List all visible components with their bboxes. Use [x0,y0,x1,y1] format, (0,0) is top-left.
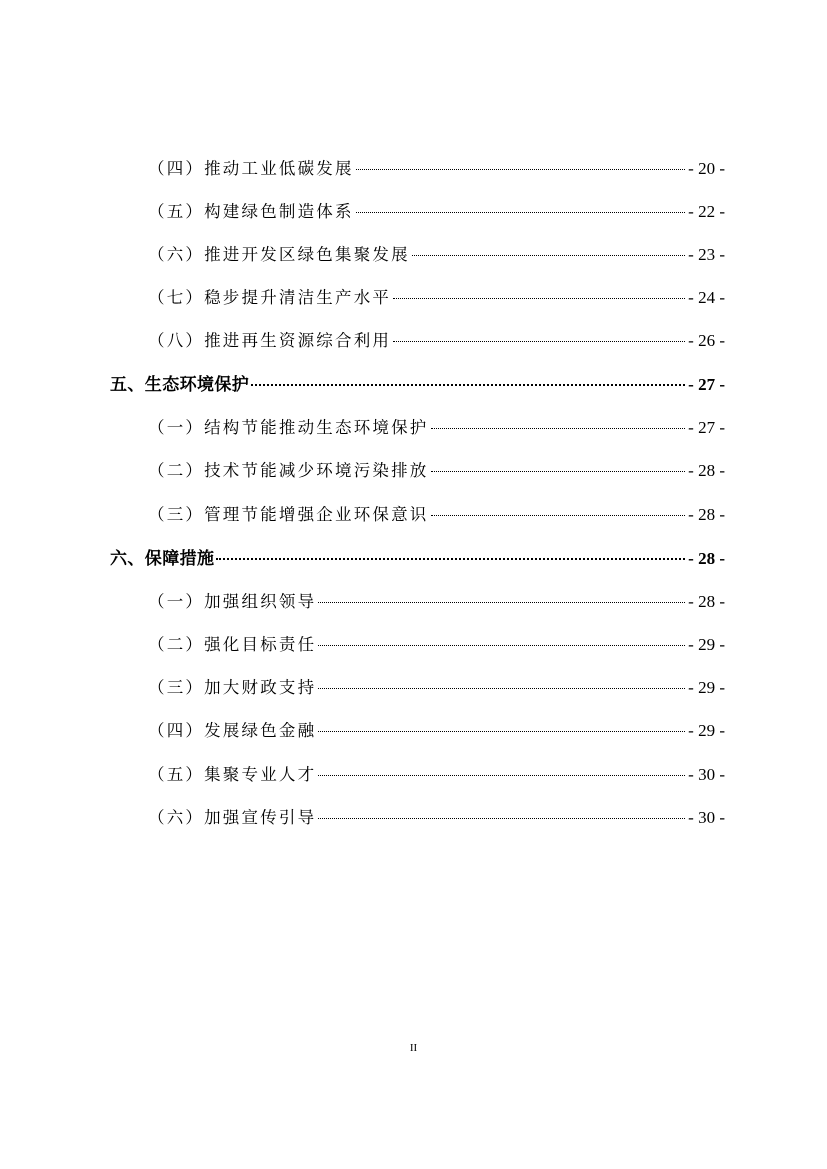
toc-entry-title: （八）推进再生资源综合利用 [148,331,392,350]
toc-entry[interactable] [148,198,725,224]
dot-leader [431,515,686,516]
toc-entry-title: （六）加强宣传引导 [148,808,317,827]
toc-entry-title: （四）发展绿色金融 [148,721,317,740]
toc-entry-title: （三）管理节能增强企业环保意识 [148,505,429,524]
toc-entry-page: - 24 - [688,288,725,307]
toc-entry-page: - 22 - [688,202,725,221]
toc-entry[interactable] [148,414,725,440]
toc-entry[interactable] [148,674,725,700]
toc-entry[interactable] [148,717,725,743]
toc-entry-page: - 28 - [688,461,725,480]
toc-entry[interactable] [148,631,725,657]
toc-entry-page: - 29 - [688,635,725,654]
toc-entry-title: （三）加大财政支持 [148,678,317,697]
toc-entry-title: （六）推进开发区绿色集聚发展 [148,245,410,264]
toc-entry-page: - 27 - [688,418,725,437]
dot-leader [216,558,685,560]
dot-leader [356,169,685,170]
toc-entry[interactable] [148,501,725,527]
toc-entry[interactable] [148,588,725,614]
dot-leader [318,731,685,732]
dot-leader [318,645,685,646]
toc-entry-title: （四）推动工业低碳发展 [148,159,354,178]
toc-chapter-entry[interactable] [110,370,725,396]
toc-entry-title: （一）加强组织领导 [148,592,317,611]
toc-entry-page: - 28 - [688,505,725,524]
toc-entry-page: - 30 - [688,808,725,827]
toc-entry[interactable] [148,284,725,310]
dot-leader [393,298,685,299]
toc-chapter-entry[interactable] [110,544,725,570]
toc-entry-title: （七）稳步提升清洁生产水平 [148,288,392,307]
toc-chapter-title: 六、保障措施 [110,549,215,569]
toc-entry[interactable] [148,804,725,830]
dot-leader [393,341,685,342]
toc-entry-page: - 23 - [688,245,725,264]
toc-entry-title: （二）技术节能减少环境污染排放 [148,461,429,480]
dot-leader [412,255,685,256]
toc-entry-page: - 28 - [688,549,725,568]
toc-entry-page: - 28 - [688,592,725,611]
dot-leader [431,428,686,429]
toc-entry-title: （一）结构节能推动生态环境保护 [148,418,429,437]
toc-entry-page: - 30 - [688,765,725,784]
toc-entry[interactable] [148,155,725,181]
page-number-footer: II [409,1042,418,1054]
toc-entry[interactable] [148,457,725,483]
toc-entry-page: - 27 - [688,375,725,394]
dot-leader [318,688,685,689]
toc-chapter-title: 五、生态环境保护 [110,375,250,395]
toc-entry[interactable] [148,241,725,267]
dot-leader [356,212,685,213]
dot-leader [318,602,685,603]
toc-entry-title: （五）集聚专业人才 [148,765,317,784]
dot-leader [318,775,685,776]
toc-entry-page: - 26 - [688,331,725,350]
toc-entry-page: - 29 - [688,678,725,697]
dot-leader [431,471,686,472]
toc-entry-title: （二）强化目标责任 [148,635,317,654]
dot-leader [318,818,685,819]
toc-entry-title: （五）构建绿色制造体系 [148,202,354,221]
toc-entry[interactable] [148,327,725,353]
toc-entry-page: - 29 - [688,721,725,740]
dot-leader [251,384,685,386]
toc-entry-page: - 20 - [688,159,725,178]
toc-entry[interactable] [148,761,725,787]
